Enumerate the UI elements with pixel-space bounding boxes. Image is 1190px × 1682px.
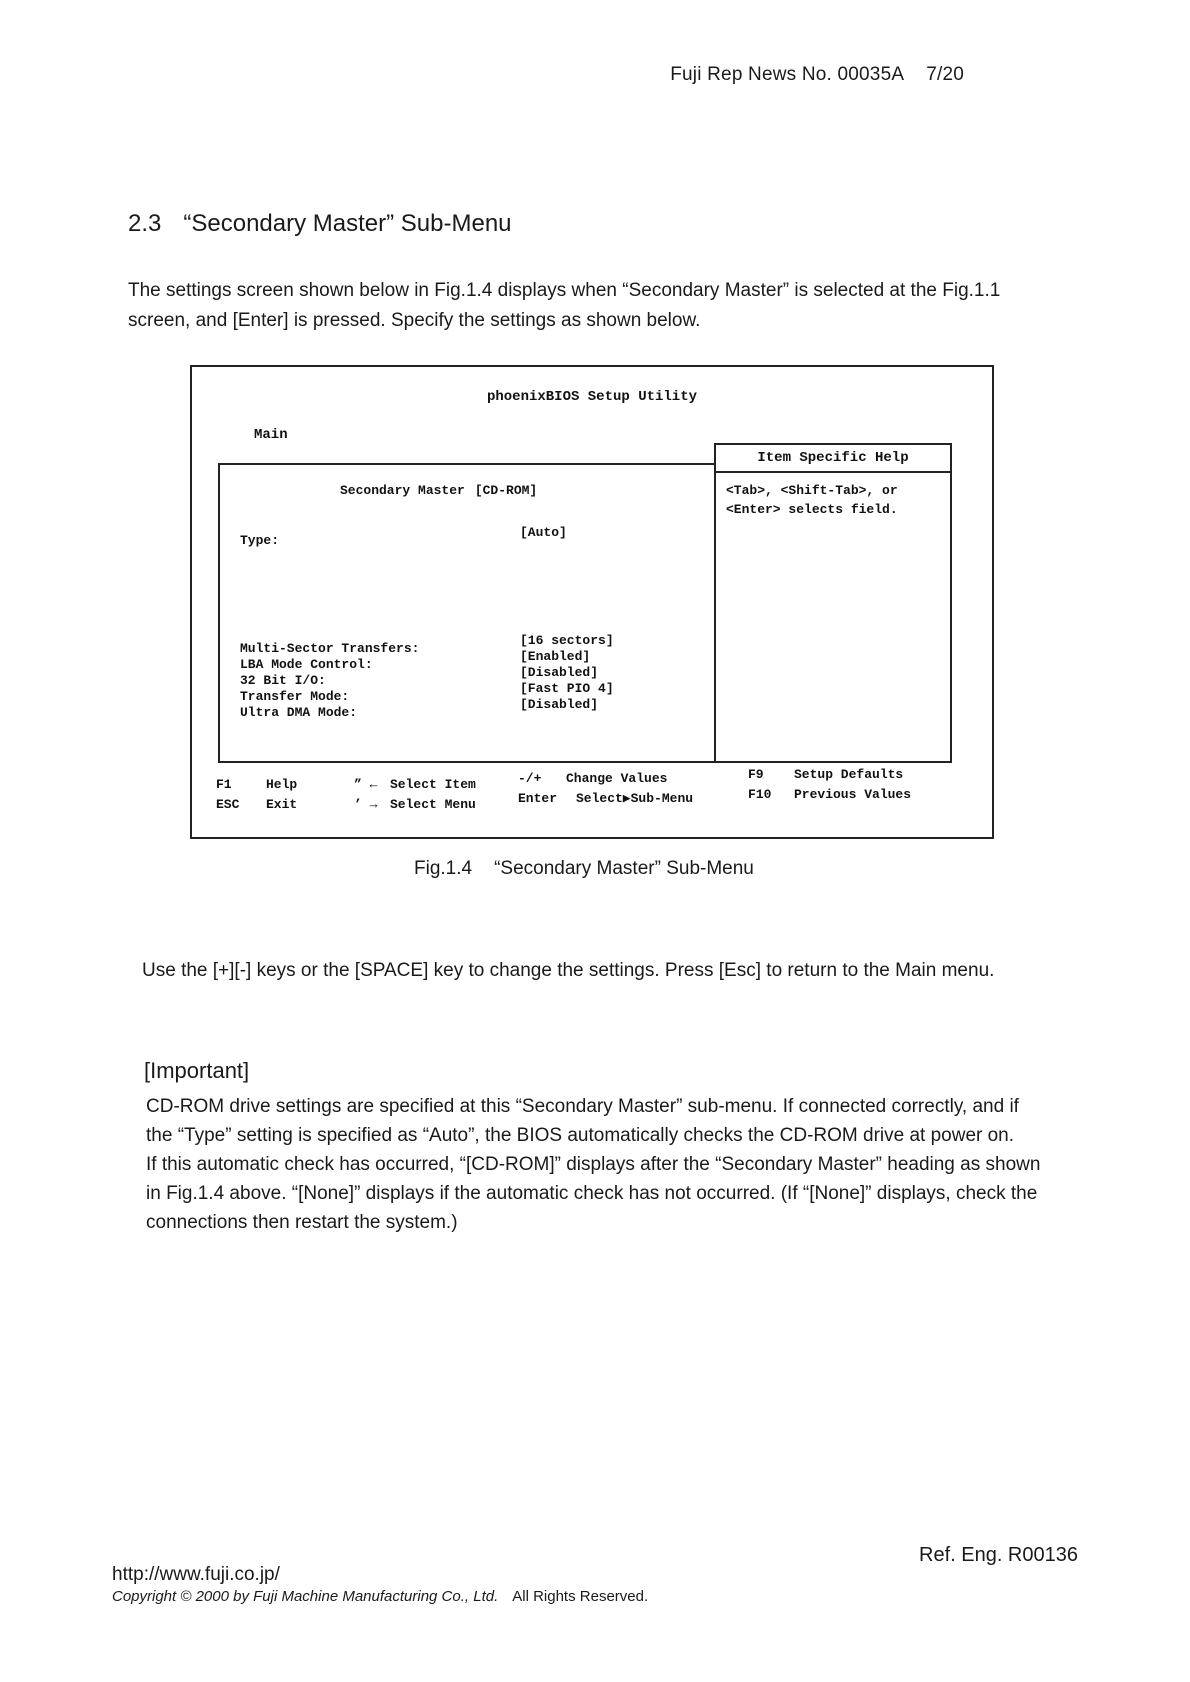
submenu-title: [340, 483, 537, 498]
key-f10: F10: [748, 787, 772, 802]
select-item-label: Select Item: [390, 777, 476, 792]
key-change: -/+: [518, 771, 542, 786]
key-help-label: Help: [266, 777, 298, 792]
setting-label: Transfer Mode:: [240, 689, 350, 704]
setting-value: [Fast PIO 4]: [520, 681, 614, 696]
arrow-keys-item: ” ←: [354, 777, 378, 792]
important-paragraph-1: CD-ROM drive settings are specified at this “Secondary Master” sub-menu. If connected correctly, and if the “Type” setting is specified as “Auto”, the BIOS automatically checks the CD-ROM drive at power on.: [146, 1096, 1019, 1146]
section-heading: “Secondary Master” Sub-Menu: [183, 210, 512, 237]
key-f1: F1: [216, 777, 232, 792]
section-number: 2.3: [128, 210, 162, 237]
figure-label: Fig.1.4: [414, 858, 473, 879]
bios-screenshot: [190, 365, 994, 839]
bios-title: phoenixBIOS Setup Utility: [486, 389, 698, 405]
figure-caption: [414, 858, 754, 880]
reference-number: Ref. Eng. R00136: [919, 1544, 1078, 1566]
bios-tab-main: Main: [254, 427, 288, 443]
setting-value: [16 sectors]: [520, 633, 614, 648]
select-submenu-label: Select▶Sub-Menu: [576, 791, 694, 806]
help-title: Item Specific Help: [716, 445, 950, 473]
copyright: [112, 1588, 648, 1605]
key-help-2: [354, 775, 476, 815]
arrow-keys-menu: ’ →: [354, 797, 378, 812]
doc-number: Fuji Rep News No. 00035A: [670, 64, 905, 85]
key-esc: ESC: [216, 797, 240, 812]
figure-text: “Secondary Master” Sub-Menu: [494, 858, 754, 879]
page-number: 7/20: [926, 64, 964, 85]
key-help-4: [748, 765, 911, 805]
page-header: [670, 64, 964, 86]
change-values-label: Change Values: [566, 771, 668, 786]
key-help-1: [216, 775, 297, 815]
rights-text: All Rights Reserved.: [512, 1588, 649, 1605]
setting-value: [Disabled]: [520, 697, 599, 712]
select-menu-label: Select Menu: [390, 797, 476, 812]
setup-defaults-label: Setup Defaults: [794, 767, 904, 782]
setting-label: LBA Mode Control:: [240, 657, 373, 672]
intro-paragraph: The settings screen shown below in Fig.1.4 displays when “Secondary Master” is selected at the Fig.1.1 screen, and [Enter] is pressed. Specify the settings as shown below.: [128, 280, 1001, 331]
copyright-text: Copyright © 2000 by Fuji Machine Manufacturing Co., Ltd.: [112, 1588, 499, 1605]
setting-value: [Enabled]: [520, 649, 591, 664]
section-title: [128, 210, 512, 238]
setting-value-type: [Auto]: [520, 525, 567, 540]
important-paragraph-2: If this automatic check has occurred, “[CD-ROM]” displays after the “Secondary Master” heading as shown in Fig.1.4 above. “[None]” displays if the automatic check has not occurred. (If “[None]” displays, check the connections then restart the system.): [146, 1154, 1041, 1233]
key-enter: Enter: [518, 791, 558, 806]
important-heading: [Important]: [144, 1058, 250, 1083]
device-status: [CD-ROM]: [474, 483, 538, 498]
setting-label-type: Type:: [240, 533, 280, 548]
key-f9: F9: [748, 767, 764, 782]
instruction-paragraph: Use the [+][-] keys or the [SPACE] key to change the settings. Press [Esc] to return to the Main menu.: [142, 960, 995, 981]
key-help-3: [518, 769, 693, 809]
submenu-name: Secondary Master: [340, 483, 465, 498]
footer-url[interactable]: http://www.fuji.co.jp/: [112, 1564, 280, 1585]
bios-settings-panel: [218, 463, 716, 763]
setting-label: 32 Bit I/O:: [240, 673, 326, 688]
item-help-panel: [714, 443, 952, 763]
key-exit-label: Exit: [266, 797, 298, 812]
previous-values-label: Previous Values: [794, 787, 912, 802]
setting-label: Ultra DMA Mode:: [240, 705, 358, 720]
setting-label: Multi-Sector Transfers:: [240, 641, 420, 656]
help-text: <Tab>, <Shift-Tab>, or <Enter> selects field.: [726, 483, 898, 517]
setting-value: [Disabled]: [520, 665, 599, 680]
important-body: [146, 1092, 1046, 1237]
